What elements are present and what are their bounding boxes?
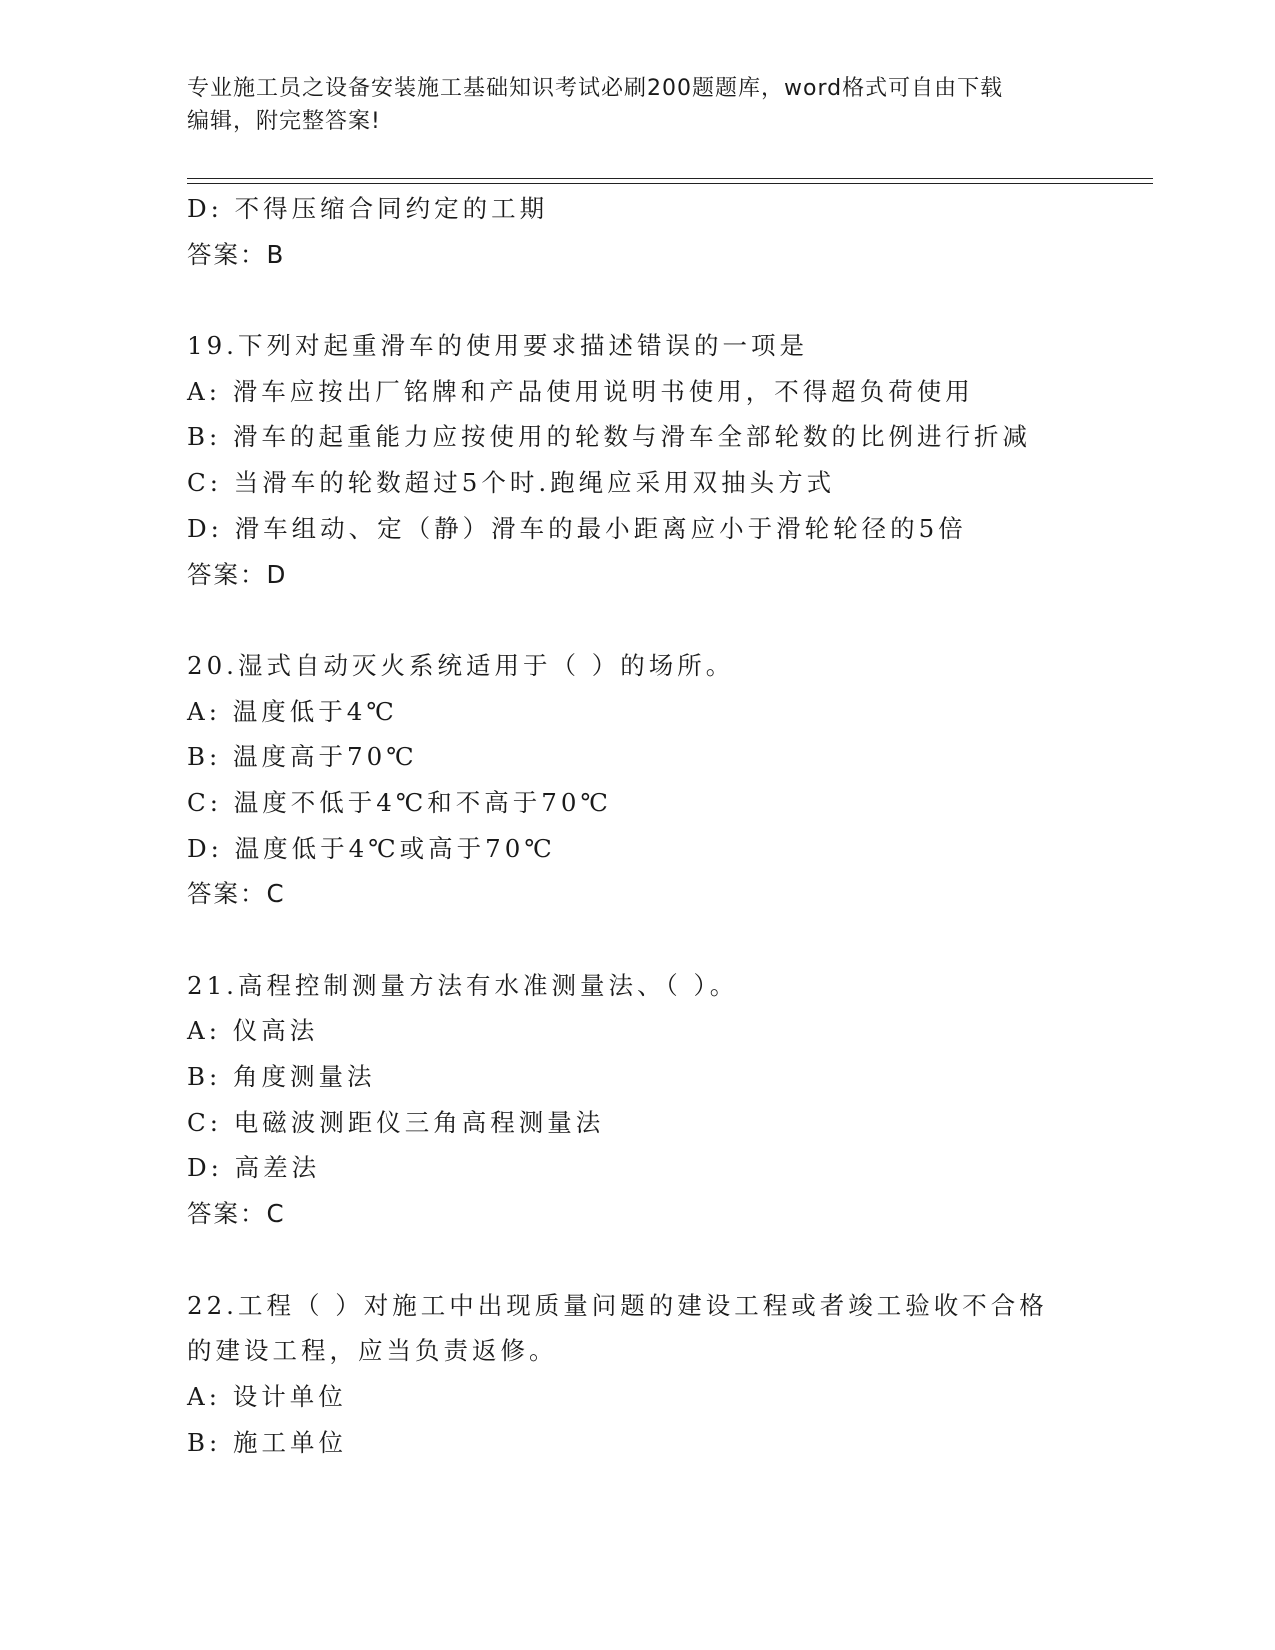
answer-line: 答案：B xyxy=(187,239,286,269)
option-line: D: 高差法 xyxy=(187,1153,321,1183)
option-line: D: 不得压缩合同约定的工期 xyxy=(187,194,549,223)
answer-line: 答案：C xyxy=(187,879,286,909)
question-list xyxy=(187,186,1087,1465)
option-line: A: 仪高法 xyxy=(187,1016,319,1046)
question-block xyxy=(187,186,1087,277)
option-line: D: 滑车组动、定（静）滑车的最小距离应小于滑轮轮径的5倍 xyxy=(187,513,967,543)
question-block xyxy=(187,323,1087,597)
header-rule-bottom xyxy=(187,183,1153,184)
question-stem: 22.工程（ ）对施工中出现质量问题的建设工程或者竣工验收不合格 xyxy=(187,1290,1048,1320)
option-line: C: 电磁波测距仪三角高程测量法 xyxy=(187,1107,605,1137)
option-line: B: 施工单位 xyxy=(187,1427,348,1457)
option-line: B: 滑车的起重能力应按使用的轮数与滑车全部轮数的比例进行折减 xyxy=(187,422,1032,452)
document-header xyxy=(187,72,1077,138)
question-block xyxy=(187,963,1087,1237)
answer-line: 答案：C xyxy=(187,1199,286,1229)
spacer xyxy=(187,917,1087,963)
option-line: A: 滑车应按出厂铭牌和产品使用说明书使用，不得超负荷使用 xyxy=(187,376,974,406)
question-stem: 20.湿式自动灭火系统适用于（ ）的场所。 xyxy=(187,650,735,680)
spacer xyxy=(187,597,1087,643)
option-line: B: 角度测量法 xyxy=(187,1062,376,1092)
option-line: A: 设计单位 xyxy=(187,1381,347,1411)
option-line: B: 温度高于70℃ xyxy=(187,742,418,772)
header-rule-top xyxy=(187,178,1153,179)
question-stem: 21.高程控制测量方法有水准测量法、（ ）。 xyxy=(187,970,739,1000)
option-line: C: 温度不低于4℃和不高于70℃ xyxy=(187,787,612,817)
question-stem: 19.下列对起重滑车的使用要求描述错误的一项是 xyxy=(187,331,808,361)
option-line: A: 温度低于4℃ xyxy=(187,696,398,726)
question-stem-continued: 的建设工程，应当负责返修。 xyxy=(187,1336,558,1366)
answer-line: 答案：D xyxy=(187,559,288,589)
option-line: D: 温度低于4℃或高于70℃ xyxy=(187,833,556,863)
spacer xyxy=(187,1237,1087,1283)
question-block xyxy=(187,1283,1087,1466)
question-block xyxy=(187,643,1087,917)
option-line: C: 当滑车的轮数超过5个时.跑绳应采用双抽头方式 xyxy=(187,468,836,498)
header-line-2: 编辑，附完整答案! xyxy=(187,109,381,134)
header-line-1: 专业施工员之设备安装施工基础知识考试必刷200题题库，word格式可自由下载 xyxy=(187,76,1004,101)
spacer xyxy=(187,277,1087,323)
